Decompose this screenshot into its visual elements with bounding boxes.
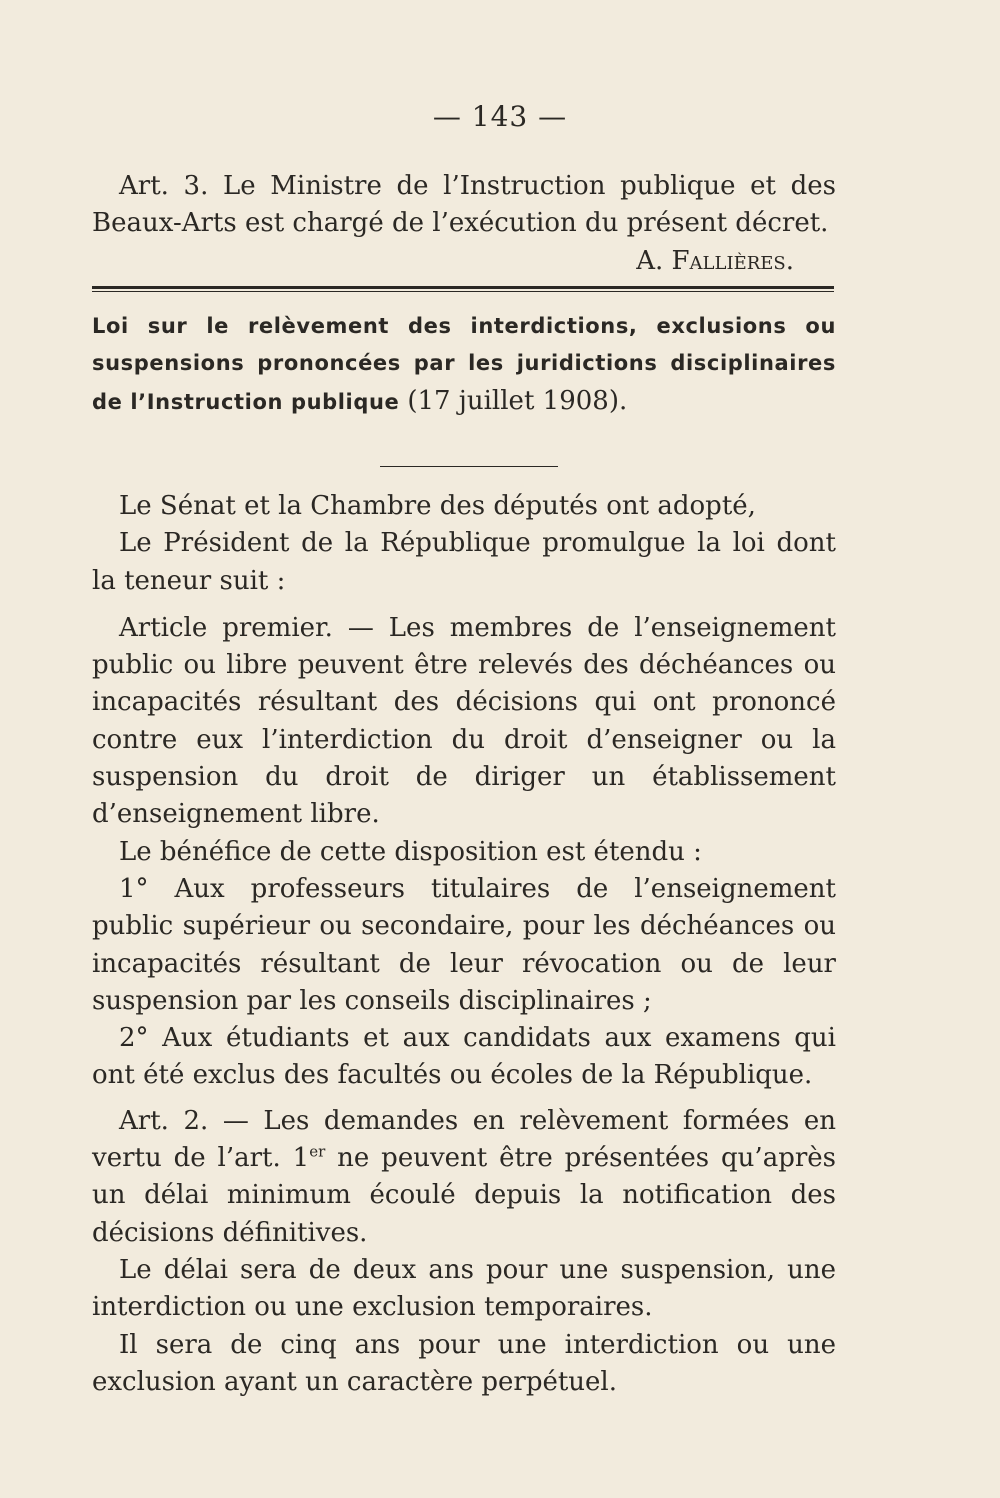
law-body (92, 488, 836, 1401)
article-1-para-2: Le bénéfice de cette disposition est étendu : (119, 836, 702, 867)
law-heading (92, 308, 836, 421)
article-1-item-1: 1° Aux professeurs titulaires de l’enseignement public supérieur ou secondaire, pour les déchéances ou incapacités résultant de leur révocation ou de leur suspension par les conseils disciplinaires ; (92, 873, 836, 1016)
article-1-para-1: Article premier. — Les membres de l’enseignement public ou libre peuvent être relevés des déchéances ou incapacités résultant des décisions qui ont prononcé contre eux l’interdiction du droit d’enseigner ou la suspension du droit de diriger un établissement d’enseignement libre. (92, 612, 836, 830)
article-2-para-2: Le délai sera de deux ans pour une suspension, une interdiction ou une exclusion temporaires. (92, 1254, 836, 1323)
article-2-text-b: ne peuvent être présentées qu’après un délai minimum écoulé depuis la notification des décisions définitives. (92, 1143, 836, 1248)
preamble-2: Le Président de la République promulgue la loi dont la teneur suit : (92, 528, 836, 596)
law-title-text: Loi sur le relèvement des interdictions, exclusions ou suspensions prononcées par les juridictions disciplinaires de l’Instruction publique (92, 314, 836, 414)
article-2-sup: er (309, 1142, 326, 1161)
signature: A. Fallières. (636, 245, 794, 276)
top-article (92, 168, 836, 280)
article-2-para-3: Il sera de cinq ans pour une interdiction ou une exclusion ayant un caractère perpétuel. (92, 1329, 836, 1397)
short-rule (380, 466, 558, 467)
law-title (92, 308, 836, 421)
law-date: (17 juillet 1908). (407, 385, 628, 416)
article-2-text-a: Art. 2. — Les demandes en relèvement formées en vertu de l’art. 1 (92, 1105, 836, 1174)
article-1-item-2: 2° Aux étudiants et aux candidats aux examens qui ont été exclus des facultés ou écoles de la République. (92, 1023, 836, 1091)
article-2-para-1 (92, 1103, 836, 1252)
page-number: — 143 — (432, 100, 568, 133)
double-rule (92, 286, 834, 289)
preamble-1: Le Sénat et la Chambre des députés ont adopté, (119, 491, 756, 521)
article-3-text: Art. 3. Le Ministre de l’Instruction publique et des Beaux-Arts est chargé de l’exécution du présent décret. (92, 171, 836, 239)
